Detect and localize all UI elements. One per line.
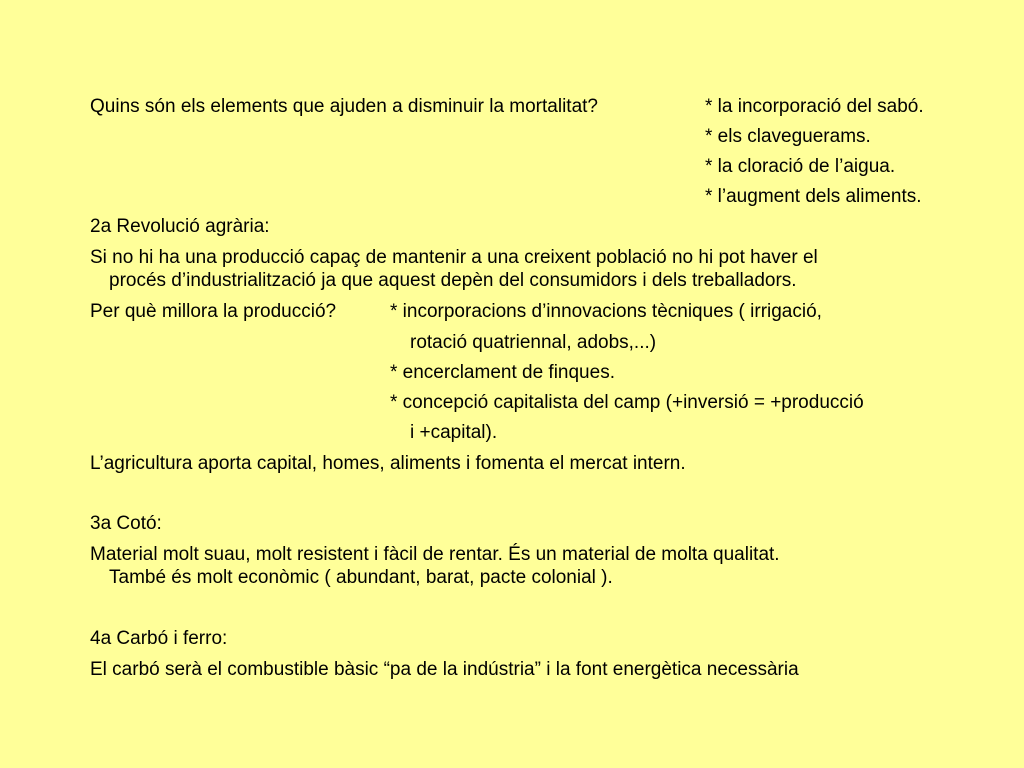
section-heading: 3a Cotó: (90, 513, 162, 534)
production-bullet: * encerclament de finques. (390, 362, 615, 383)
paragraph-line: També és molt econòmic ( abundant, barat, pacte colonial ). (109, 567, 613, 588)
paragraph-line: El carbó serà el combustible bàsic “pa de la indústria” i la font energètica necessària (90, 659, 799, 680)
production-question: Per què millora la producció? (90, 301, 337, 322)
production-bullet: i +capital). (410, 422, 498, 443)
production-bullet: * concepció capitalista del camp (+inversió = +producció (390, 392, 864, 413)
production-bullet: * incorporacions d’innovacions tècniques ( irrigació, (390, 301, 822, 322)
mortality-answer: * els claveguerams. (705, 126, 871, 147)
mortality-answer: * l’augment dels aliments. (705, 186, 922, 207)
production-bullet: rotació quatriennal, adobs,...) (410, 332, 657, 353)
section-heading: 2a Revolució agrària: (90, 216, 270, 237)
mortality-question: Quins són els elements que ajuden a disminuir la mortalitat? (90, 96, 598, 117)
paragraph-line: L’agricultura aporta capital, homes, aliments i fomenta el mercat intern. (90, 453, 686, 474)
paragraph-line: Si no hi ha una producció capaç de mantenir a una creixent població no hi pot haver el (90, 247, 818, 268)
paragraph-line: procés d’industrialització ja que aquest depèn del consumidors i dels treballadors. (109, 270, 797, 291)
mortality-answer: * la cloració de l’aigua. (705, 156, 896, 177)
mortality-answer: * la incorporació del sabó. (705, 96, 924, 117)
paragraph-line: Material molt suau, molt resistent i fàcil de rentar. És un material de molta qualitat. (90, 544, 780, 565)
section-heading: 4a Carbó i ferro: (90, 628, 228, 649)
